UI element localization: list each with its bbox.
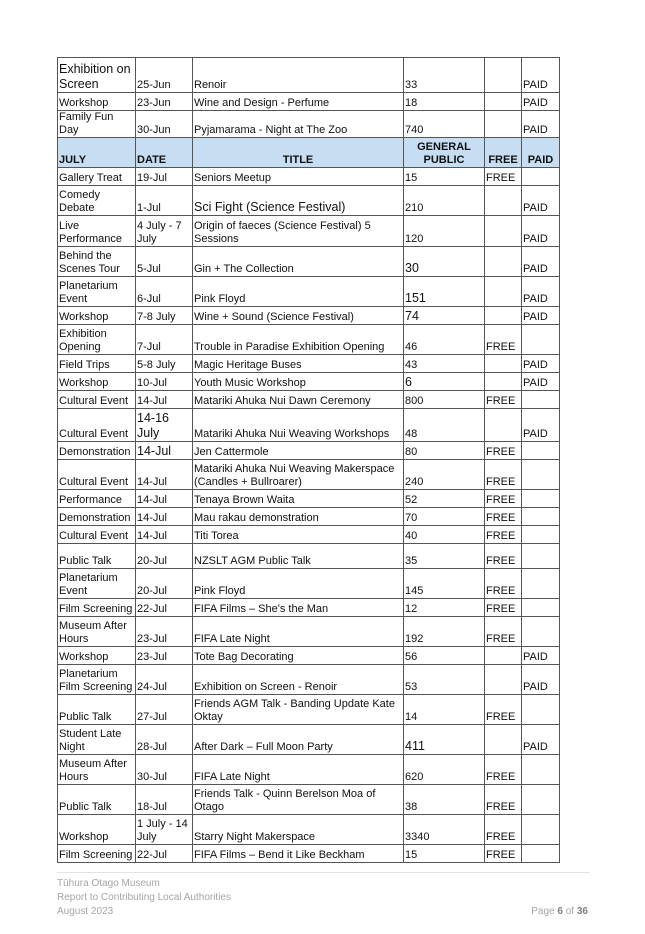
free-flag — [485, 725, 522, 755]
event-title: Origin of faeces (Science Festival) 5 Sessions — [193, 216, 404, 247]
table-row — [58, 725, 560, 755]
free-flag: FREE — [485, 785, 522, 815]
event-type: Workshop — [58, 93, 136, 111]
event-title: FIFA Films – She's the Man — [193, 599, 404, 617]
general-public-count: 35 — [404, 544, 485, 569]
paid-flag: PAID — [522, 277, 560, 307]
june-rows — [58, 58, 560, 138]
event-title: Matariki Ahuka Nui Weaving Makerspace (Candles + Bullroarer) — [193, 460, 404, 490]
event-date: 18-Jul — [136, 785, 193, 815]
event-title: Pink Floyd — [193, 277, 404, 307]
event-date: 22-Jul — [136, 845, 193, 863]
paid-flag — [522, 695, 560, 725]
free-flag — [485, 665, 522, 695]
table-row — [58, 599, 560, 617]
event-date: 30-Jul — [136, 755, 193, 785]
page-number — [531, 905, 588, 919]
paid-flag: PAID — [522, 58, 560, 93]
paid-flag: PAID — [522, 409, 560, 442]
event-title: Exhibition on Screen - Renoir — [193, 665, 404, 695]
table-row — [58, 391, 560, 409]
event-date: 5-Jul — [136, 247, 193, 277]
event-type: Workshop — [58, 307, 136, 325]
event-type: Film Screening — [58, 845, 136, 863]
paid-flag — [522, 508, 560, 526]
free-flag: FREE — [485, 544, 522, 569]
header-paid: PAID — [522, 138, 560, 168]
event-date: 24-Jul — [136, 665, 193, 695]
event-type: Planetarium Event — [58, 277, 136, 307]
event-type: Museum After Hours — [58, 617, 136, 647]
event-date: 7-8 July — [136, 307, 193, 325]
event-title: Matariki Ahuka Nui Dawn Ceremony — [193, 391, 404, 409]
general-public-count: 18 — [404, 93, 485, 111]
header-date: DATE — [136, 138, 193, 168]
event-date: 23-Jul — [136, 617, 193, 647]
paid-flag — [522, 325, 560, 355]
free-flag — [485, 186, 522, 216]
page-total: 36 — [576, 906, 588, 917]
free-flag — [485, 373, 522, 391]
event-date: 1 July - 14 July — [136, 815, 193, 845]
free-flag — [485, 93, 522, 111]
header-month: JULY — [58, 138, 136, 168]
table-row — [58, 442, 560, 460]
table-row — [58, 111, 560, 138]
footer-date: August 2023 — [57, 906, 114, 917]
event-title: Friends AGM Talk - Banding Update Kate Oktay — [193, 695, 404, 725]
event-date: 30-Jun — [136, 111, 193, 138]
event-date: 1-Jul — [136, 186, 193, 216]
table-row — [58, 755, 560, 785]
event-title: Wine + Sound (Science Festival) — [193, 307, 404, 325]
event-title: Pink Floyd — [193, 569, 404, 599]
general-public-count: 740 — [404, 111, 485, 138]
general-public-count: 33 — [404, 58, 485, 93]
free-flag: FREE — [485, 526, 522, 544]
event-type: Cultural Event — [58, 526, 136, 544]
event-date: 6-Jul — [136, 277, 193, 307]
page-word: Page — [531, 906, 555, 917]
general-public-count: 620 — [404, 755, 485, 785]
event-type: Public Talk — [58, 544, 136, 569]
free-flag — [485, 647, 522, 665]
paid-flag: PAID — [522, 725, 560, 755]
event-title: Starry Night Makerspace — [193, 815, 404, 845]
paid-flag: PAID — [522, 247, 560, 277]
event-title: Seniors Meetup — [193, 168, 404, 186]
event-date: 20-Jul — [136, 544, 193, 569]
table-row — [58, 277, 560, 307]
paid-flag — [522, 755, 560, 785]
event-type: Family Fun Day — [58, 111, 136, 138]
free-flag: FREE — [485, 325, 522, 355]
event-title: Magic Heritage Buses — [193, 355, 404, 373]
event-title: Titi Torea — [193, 526, 404, 544]
event-title: Renoir — [193, 58, 404, 93]
table-row — [58, 695, 560, 725]
paid-flag — [522, 599, 560, 617]
general-public-count: 53 — [404, 665, 485, 695]
event-title: FIFA Late Night — [193, 617, 404, 647]
paid-flag — [522, 168, 560, 186]
table-row — [58, 460, 560, 490]
table-row — [58, 307, 560, 325]
event-type: Film Screening — [58, 599, 136, 617]
paid-flag — [522, 617, 560, 647]
event-title: Mau rakau demonstration — [193, 508, 404, 526]
event-date: 14-Jul — [136, 460, 193, 490]
paid-flag — [522, 544, 560, 569]
free-flag: FREE — [485, 695, 522, 725]
table-row — [58, 617, 560, 647]
event-title: Wine and Design - Perfume — [193, 93, 404, 111]
free-flag: FREE — [485, 845, 522, 863]
paid-flag: PAID — [522, 665, 560, 695]
general-public-count: 210 — [404, 186, 485, 216]
free-flag: FREE — [485, 460, 522, 490]
events-table — [57, 57, 560, 863]
july-rows — [58, 168, 560, 863]
general-public-count: 48 — [404, 409, 485, 442]
event-title: Jen Cattermole — [193, 442, 404, 460]
table-row — [58, 168, 560, 186]
event-type: Planetarium Event — [58, 569, 136, 599]
table-row — [58, 490, 560, 508]
general-public-count: 30 — [404, 247, 485, 277]
free-flag: FREE — [485, 508, 522, 526]
event-type: Cultural Event — [58, 409, 136, 442]
free-flag — [485, 355, 522, 373]
general-public-count: 12 — [404, 599, 485, 617]
paid-flag: PAID — [522, 647, 560, 665]
event-type: Workshop — [58, 815, 136, 845]
event-title: Gin + The Collection — [193, 247, 404, 277]
event-title: Tenaya Brown Waita — [193, 490, 404, 508]
paid-flag — [522, 815, 560, 845]
page-footer — [57, 872, 590, 919]
event-title: Tote Bag Decorating — [193, 647, 404, 665]
free-flag — [485, 216, 522, 247]
footer-report: Report to Contributing Local Authorities — [57, 892, 231, 903]
header-title: TITLE — [193, 138, 404, 168]
paid-flag: PAID — [522, 186, 560, 216]
event-type: Comedy Debate — [58, 186, 136, 216]
free-flag: FREE — [485, 168, 522, 186]
event-type: Planetarium Film Screening — [58, 665, 136, 695]
free-flag: FREE — [485, 815, 522, 845]
event-date: 10-Jul — [136, 373, 193, 391]
free-flag: FREE — [485, 490, 522, 508]
paid-flag — [522, 526, 560, 544]
header-general-public: GENERAL PUBLIC — [404, 138, 485, 168]
general-public-count: 192 — [404, 617, 485, 647]
paid-flag — [522, 845, 560, 863]
event-type: Field Trips — [58, 355, 136, 373]
event-type: Exhibition Opening — [58, 325, 136, 355]
paid-flag — [522, 391, 560, 409]
general-public-count: 145 — [404, 569, 485, 599]
event-type: Workshop — [58, 373, 136, 391]
table-row — [58, 815, 560, 845]
table-row — [58, 845, 560, 863]
general-public-count: 15 — [404, 168, 485, 186]
free-flag: FREE — [485, 391, 522, 409]
table-row — [58, 785, 560, 815]
free-flag: FREE — [485, 442, 522, 460]
paid-flag: PAID — [522, 111, 560, 138]
event-type: Cultural Event — [58, 460, 136, 490]
event-date: 25-Jun — [136, 58, 193, 93]
event-date: 22-Jul — [136, 599, 193, 617]
general-public-count: 38 — [404, 785, 485, 815]
event-title: Pyjamarama - Night at The Zoo — [193, 111, 404, 138]
paid-flag — [522, 442, 560, 460]
free-flag: FREE — [485, 569, 522, 599]
general-public-count: 120 — [404, 216, 485, 247]
event-date: 14-Jul — [136, 391, 193, 409]
general-public-count: 80 — [404, 442, 485, 460]
general-public-count: 43 — [404, 355, 485, 373]
general-public-count: 15 — [404, 845, 485, 863]
event-date: 20-Jul — [136, 569, 193, 599]
event-title: Matariki Ahuka Nui Weaving Workshops — [193, 409, 404, 442]
general-public-count: 52 — [404, 490, 485, 508]
paid-flag: PAID — [522, 93, 560, 111]
paid-flag: PAID — [522, 373, 560, 391]
free-flag — [485, 277, 522, 307]
event-date: 23-Jun — [136, 93, 193, 111]
page-of: of — [565, 906, 575, 917]
free-flag — [485, 58, 522, 93]
event-title: FIFA Late Night — [193, 755, 404, 785]
event-date: 23-Jul — [136, 647, 193, 665]
event-date: 7-Jul — [136, 325, 193, 355]
table-row — [58, 647, 560, 665]
table-header-row — [58, 138, 560, 168]
paid-flag: PAID — [522, 216, 560, 247]
general-public-count: 151 — [404, 277, 485, 307]
table-row — [58, 58, 560, 93]
table-row — [58, 544, 560, 569]
event-title: NZSLT AGM Public Talk — [193, 544, 404, 569]
event-date: 19-Jul — [136, 168, 193, 186]
general-public-count: 240 — [404, 460, 485, 490]
event-date: 14-Jul — [136, 442, 193, 460]
free-flag: FREE — [485, 617, 522, 647]
table-row — [58, 93, 560, 111]
paid-flag: PAID — [522, 355, 560, 373]
event-date: 14-16 July — [136, 409, 193, 442]
free-flag — [485, 247, 522, 277]
event-type: Student Late Night — [58, 725, 136, 755]
event-title: After Dark – Full Moon Party — [193, 725, 404, 755]
general-public-count: 40 — [404, 526, 485, 544]
event-date: 5-8 July — [136, 355, 193, 373]
event-type: Performance — [58, 490, 136, 508]
event-date: 28-Jul — [136, 725, 193, 755]
general-public-count: 800 — [404, 391, 485, 409]
general-public-count: 46 — [404, 325, 485, 355]
event-type: Behind the Scenes Tour — [58, 247, 136, 277]
table-row — [58, 569, 560, 599]
general-public-count: 74 — [404, 307, 485, 325]
general-public-count: 56 — [404, 647, 485, 665]
event-date: 14-Jul — [136, 508, 193, 526]
event-type: Live Performance — [58, 216, 136, 247]
general-public-count: 70 — [404, 508, 485, 526]
table-row — [58, 247, 560, 277]
general-public-count: 3340 — [404, 815, 485, 845]
event-type: Demonstration — [58, 442, 136, 460]
event-date: 14-Jul — [136, 526, 193, 544]
page-current: 6 — [557, 906, 563, 917]
table-row — [58, 186, 560, 216]
free-flag — [485, 409, 522, 442]
event-type: Gallery Treat — [58, 168, 136, 186]
event-date: 27-Jul — [136, 695, 193, 725]
free-flag — [485, 111, 522, 138]
paid-flag — [522, 490, 560, 508]
event-type: Workshop — [58, 647, 136, 665]
event-date: 14-Jul — [136, 490, 193, 508]
event-type: Public Talk — [58, 785, 136, 815]
event-type: Demonstration — [58, 508, 136, 526]
event-type: Exhibition on Screen — [58, 58, 136, 93]
event-type: Museum After Hours — [58, 755, 136, 785]
table-row — [58, 409, 560, 442]
general-public-count: 6 — [404, 373, 485, 391]
event-title: FIFA Films – Bend it Like Beckham — [193, 845, 404, 863]
table-row — [58, 325, 560, 355]
event-title: Youth Music Workshop — [193, 373, 404, 391]
event-title: Sci Fight (Science Festival) — [193, 186, 404, 216]
event-title: Trouble in Paradise Exhibition Opening — [193, 325, 404, 355]
free-flag: FREE — [485, 599, 522, 617]
paid-flag — [522, 569, 560, 599]
event-type: Cultural Event — [58, 391, 136, 409]
event-date: 4 July - 7 July — [136, 216, 193, 247]
table-row — [58, 355, 560, 373]
paid-flag — [522, 460, 560, 490]
table-row — [58, 216, 560, 247]
table-row — [58, 508, 560, 526]
footer-org: Tūhura Otago Museum — [57, 878, 160, 889]
general-public-count: 411 — [404, 725, 485, 755]
header-free: FREE — [485, 138, 522, 168]
free-flag — [485, 307, 522, 325]
table-row — [58, 665, 560, 695]
july-header — [58, 138, 560, 168]
table-row — [58, 526, 560, 544]
general-public-count: 14 — [404, 695, 485, 725]
event-title: Friends Talk - Quinn Berelson Moa of Otago — [193, 785, 404, 815]
paid-flag: PAID — [522, 307, 560, 325]
table-row — [58, 373, 560, 391]
paid-flag — [522, 785, 560, 815]
free-flag: FREE — [485, 755, 522, 785]
event-type: Public Talk — [58, 695, 136, 725]
